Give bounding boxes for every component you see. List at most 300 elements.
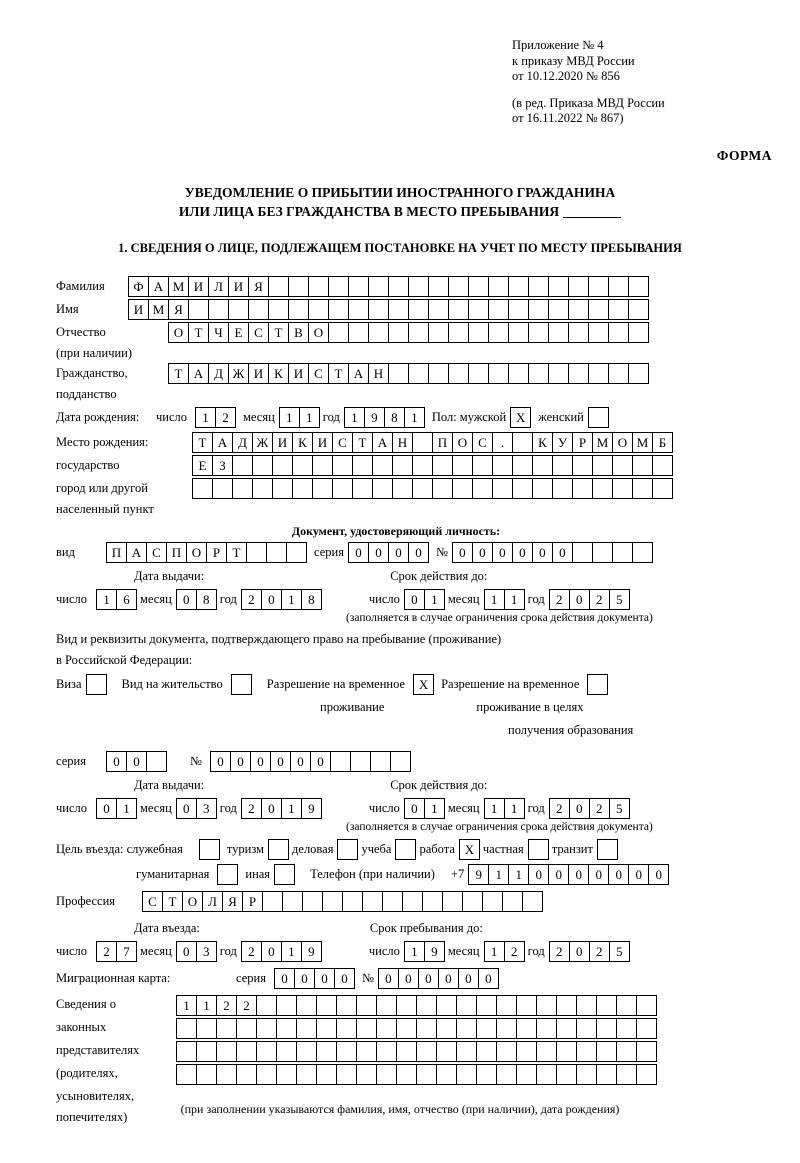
char-cell[interactable]: X: [459, 839, 480, 860]
char-cell[interactable]: [596, 1064, 617, 1085]
char-cell[interactable]: 0: [334, 968, 355, 989]
char-cell[interactable]: [456, 1041, 477, 1062]
char-cell[interactable]: [368, 276, 389, 297]
char-cell[interactable]: [232, 455, 253, 476]
char-cell[interactable]: 1: [281, 798, 302, 819]
char-cell[interactable]: [568, 322, 589, 343]
char-cell[interactable]: [252, 478, 273, 499]
char-cell[interactable]: [508, 299, 529, 320]
legal-rep-boxes-1[interactable]: [176, 995, 656, 1016]
char-cell[interactable]: 0: [388, 542, 409, 563]
char-cell[interactable]: [176, 1064, 197, 1085]
char-cell[interactable]: С: [248, 322, 269, 343]
char-cell[interactable]: 2: [589, 941, 610, 962]
char-cell[interactable]: [636, 1041, 657, 1062]
char-cell[interactable]: [428, 299, 449, 320]
purpose-transit-box[interactable]: [597, 839, 617, 860]
char-cell[interactable]: [552, 455, 573, 476]
char-cell[interactable]: [516, 1041, 537, 1062]
char-cell[interactable]: [362, 891, 383, 912]
char-cell[interactable]: [396, 995, 417, 1016]
char-cell[interactable]: [616, 1064, 637, 1085]
char-cell[interactable]: С: [142, 891, 163, 912]
purpose-private-box[interactable]: [528, 839, 548, 860]
entry-year-boxes[interactable]: [241, 941, 321, 962]
char-cell[interactable]: Н: [368, 363, 389, 384]
char-cell[interactable]: К: [292, 432, 313, 453]
sex-male-box[interactable]: [510, 407, 530, 428]
birth-city-boxes[interactable]: [192, 455, 672, 476]
char-cell[interactable]: [476, 1064, 497, 1085]
char-cell[interactable]: Т: [188, 322, 209, 343]
char-cell[interactable]: [597, 839, 618, 860]
char-cell[interactable]: [268, 299, 289, 320]
char-cell[interactable]: [456, 1064, 477, 1085]
char-cell[interactable]: [516, 1064, 537, 1085]
name-boxes[interactable]: [128, 299, 648, 320]
legal-rep-boxes-4[interactable]: [176, 1064, 656, 1085]
char-cell[interactable]: С: [332, 432, 353, 453]
legal-rep-boxes-2[interactable]: [176, 1018, 656, 1039]
char-cell[interactable]: 0: [290, 751, 311, 772]
char-cell[interactable]: [556, 1041, 577, 1062]
char-cell[interactable]: [496, 995, 517, 1016]
char-cell[interactable]: 1: [504, 589, 525, 610]
birth-day-boxes[interactable]: [195, 407, 235, 428]
char-cell[interactable]: [232, 478, 253, 499]
profession-boxes[interactable]: [142, 891, 542, 912]
char-cell[interactable]: Т: [352, 432, 373, 453]
char-cell[interactable]: [568, 299, 589, 320]
char-cell[interactable]: [336, 995, 357, 1016]
char-cell[interactable]: А: [212, 432, 233, 453]
char-cell[interactable]: [548, 276, 569, 297]
char-cell[interactable]: [368, 299, 389, 320]
char-cell[interactable]: 1: [116, 798, 137, 819]
char-cell[interactable]: [496, 1041, 517, 1062]
char-cell[interactable]: [328, 322, 349, 343]
char-cell[interactable]: [587, 674, 608, 695]
char-cell[interactable]: 0: [569, 589, 590, 610]
char-cell[interactable]: 2: [589, 589, 610, 610]
char-cell[interactable]: О: [612, 432, 633, 453]
char-cell[interactable]: [628, 363, 649, 384]
birth-city-boxes-2[interactable]: [192, 478, 672, 499]
char-cell[interactable]: И: [272, 432, 293, 453]
char-cell[interactable]: [508, 322, 529, 343]
birth-state-boxes[interactable]: [192, 432, 672, 453]
char-cell[interactable]: [356, 995, 377, 1016]
char-cell[interactable]: 7: [116, 941, 137, 962]
char-cell[interactable]: [628, 322, 649, 343]
residence-permit-box[interactable]: [231, 674, 251, 695]
char-cell[interactable]: [396, 1018, 417, 1039]
char-cell[interactable]: 0: [368, 542, 389, 563]
char-cell[interactable]: Р: [242, 891, 263, 912]
char-cell[interactable]: [408, 276, 429, 297]
char-cell[interactable]: [388, 276, 409, 297]
char-cell[interactable]: О: [186, 542, 207, 563]
char-cell[interactable]: [436, 995, 457, 1016]
char-cell[interactable]: [348, 299, 369, 320]
stay-month-boxes[interactable]: [484, 941, 524, 962]
char-cell[interactable]: [396, 1041, 417, 1062]
char-cell[interactable]: [448, 363, 469, 384]
char-cell[interactable]: [536, 1018, 557, 1039]
char-cell[interactable]: [436, 1041, 457, 1062]
char-cell[interactable]: П: [166, 542, 187, 563]
doc-valid-month-boxes[interactable]: [484, 589, 524, 610]
char-cell[interactable]: [266, 542, 287, 563]
purpose-business-box[interactable]: [337, 839, 357, 860]
char-cell[interactable]: [296, 1018, 317, 1039]
char-cell[interactable]: [452, 455, 473, 476]
visa-box[interactable]: [86, 674, 106, 695]
char-cell[interactable]: [296, 1064, 317, 1085]
char-cell[interactable]: [416, 1018, 437, 1039]
perm-valid-day-boxes[interactable]: [404, 798, 444, 819]
char-cell[interactable]: [528, 839, 549, 860]
char-cell[interactable]: [376, 1064, 397, 1085]
char-cell[interactable]: 0: [478, 968, 499, 989]
perm-number-boxes[interactable]: [210, 751, 410, 772]
char-cell[interactable]: 2: [549, 798, 570, 819]
char-cell[interactable]: 5: [609, 941, 630, 962]
char-cell[interactable]: [448, 299, 469, 320]
char-cell[interactable]: [468, 276, 489, 297]
char-cell[interactable]: Ж: [228, 363, 249, 384]
char-cell[interactable]: [216, 1064, 237, 1085]
char-cell[interactable]: [408, 299, 429, 320]
char-cell[interactable]: 9: [424, 941, 445, 962]
char-cell[interactable]: 0: [608, 864, 629, 885]
char-cell[interactable]: [352, 478, 373, 499]
char-cell[interactable]: [556, 995, 577, 1016]
char-cell[interactable]: [616, 995, 637, 1016]
char-cell[interactable]: М: [592, 432, 613, 453]
char-cell[interactable]: [488, 299, 509, 320]
char-cell[interactable]: 0: [348, 542, 369, 563]
char-cell[interactable]: 2: [241, 589, 262, 610]
char-cell[interactable]: [472, 455, 493, 476]
char-cell[interactable]: [208, 299, 229, 320]
char-cell[interactable]: 1: [299, 407, 320, 428]
char-cell[interactable]: [408, 322, 429, 343]
char-cell[interactable]: Н: [392, 432, 413, 453]
char-cell[interactable]: [272, 455, 293, 476]
char-cell[interactable]: М: [148, 299, 169, 320]
char-cell[interactable]: [592, 478, 613, 499]
char-cell[interactable]: [256, 995, 277, 1016]
char-cell[interactable]: [528, 299, 549, 320]
char-cell[interactable]: 2: [549, 941, 570, 962]
char-cell[interactable]: П: [432, 432, 453, 453]
char-cell[interactable]: 0: [492, 542, 513, 563]
perm-series-boxes[interactable]: [106, 751, 166, 772]
char-cell[interactable]: [246, 542, 267, 563]
char-cell[interactable]: 1: [281, 941, 302, 962]
char-cell[interactable]: 0: [106, 751, 127, 772]
char-cell[interactable]: 3: [196, 941, 217, 962]
char-cell[interactable]: [588, 276, 609, 297]
char-cell[interactable]: 2: [216, 995, 237, 1016]
char-cell[interactable]: [548, 363, 569, 384]
sex-female-box[interactable]: [588, 407, 608, 428]
char-cell[interactable]: 0: [548, 864, 569, 885]
char-cell[interactable]: 0: [126, 751, 147, 772]
stay-year-boxes[interactable]: [549, 941, 629, 962]
char-cell[interactable]: 0: [250, 751, 271, 772]
char-cell[interactable]: 0: [261, 941, 282, 962]
char-cell[interactable]: 0: [274, 968, 295, 989]
char-cell[interactable]: [256, 1041, 277, 1062]
char-cell[interactable]: [588, 407, 609, 428]
char-cell[interactable]: 0: [458, 968, 479, 989]
char-cell[interactable]: [428, 363, 449, 384]
char-cell[interactable]: [236, 1064, 257, 1085]
char-cell[interactable]: [448, 322, 469, 343]
char-cell[interactable]: [572, 542, 593, 563]
char-cell[interactable]: [188, 299, 209, 320]
char-cell[interactable]: [596, 995, 617, 1016]
char-cell[interactable]: [432, 478, 453, 499]
char-cell[interactable]: 0: [96, 798, 117, 819]
char-cell[interactable]: [468, 322, 489, 343]
char-cell[interactable]: [288, 299, 309, 320]
doc-issue-year-boxes[interactable]: [241, 589, 321, 610]
char-cell[interactable]: [608, 276, 629, 297]
char-cell[interactable]: [476, 1018, 497, 1039]
char-cell[interactable]: [316, 995, 337, 1016]
char-cell[interactable]: 1: [424, 798, 445, 819]
purpose-service-box[interactable]: [199, 839, 219, 860]
char-cell[interactable]: [396, 1064, 417, 1085]
char-cell[interactable]: [512, 432, 533, 453]
stay-day-boxes[interactable]: [404, 941, 444, 962]
char-cell[interactable]: [416, 1041, 437, 1062]
char-cell[interactable]: И: [288, 363, 309, 384]
char-cell[interactable]: [412, 478, 433, 499]
char-cell[interactable]: Е: [228, 322, 249, 343]
char-cell[interactable]: 0: [569, 941, 590, 962]
char-cell[interactable]: 1: [281, 589, 302, 610]
char-cell[interactable]: [217, 864, 238, 885]
char-cell[interactable]: Я: [222, 891, 243, 912]
char-cell[interactable]: 3: [196, 798, 217, 819]
char-cell[interactable]: 1: [176, 995, 197, 1016]
char-cell[interactable]: М: [168, 276, 189, 297]
char-cell[interactable]: [276, 1018, 297, 1039]
char-cell[interactable]: [588, 363, 609, 384]
char-cell[interactable]: А: [188, 363, 209, 384]
char-cell[interactable]: 0: [404, 798, 425, 819]
char-cell[interactable]: [268, 839, 289, 860]
char-cell[interactable]: К: [532, 432, 553, 453]
char-cell[interactable]: [296, 995, 317, 1016]
char-cell[interactable]: Д: [208, 363, 229, 384]
entry-month-boxes[interactable]: [176, 941, 216, 962]
char-cell[interactable]: [370, 751, 391, 772]
doc-series-boxes[interactable]: [348, 542, 428, 563]
char-cell[interactable]: 1: [195, 407, 216, 428]
char-cell[interactable]: 1: [279, 407, 300, 428]
char-cell[interactable]: [636, 1064, 657, 1085]
char-cell[interactable]: [146, 751, 167, 772]
char-cell[interactable]: [216, 1041, 237, 1062]
char-cell[interactable]: 0: [408, 542, 429, 563]
char-cell[interactable]: [462, 891, 483, 912]
char-cell[interactable]: [176, 1041, 197, 1062]
edu-residence-box[interactable]: [587, 674, 607, 695]
char-cell[interactable]: [348, 322, 369, 343]
char-cell[interactable]: [276, 995, 297, 1016]
mig-series-boxes[interactable]: [274, 968, 354, 989]
char-cell[interactable]: X: [413, 674, 434, 695]
char-cell[interactable]: Я: [248, 276, 269, 297]
char-cell[interactable]: [496, 1018, 517, 1039]
char-cell[interactable]: 1: [344, 407, 365, 428]
char-cell[interactable]: 0: [398, 968, 419, 989]
char-cell[interactable]: Т: [192, 432, 213, 453]
char-cell[interactable]: [422, 891, 443, 912]
char-cell[interactable]: [512, 455, 533, 476]
char-cell[interactable]: 9: [364, 407, 385, 428]
char-cell[interactable]: 0: [378, 968, 399, 989]
perm-issue-month-boxes[interactable]: [176, 798, 216, 819]
char-cell[interactable]: [532, 455, 553, 476]
doc-type-boxes[interactable]: [106, 542, 306, 563]
char-cell[interactable]: [274, 864, 295, 885]
char-cell[interactable]: Д: [232, 432, 253, 453]
char-cell[interactable]: [372, 478, 393, 499]
char-cell[interactable]: Т: [168, 363, 189, 384]
char-cell[interactable]: [476, 1041, 497, 1062]
char-cell[interactable]: 0: [528, 864, 549, 885]
char-cell[interactable]: [316, 1064, 337, 1085]
char-cell[interactable]: [632, 542, 653, 563]
char-cell[interactable]: [316, 1041, 337, 1062]
char-cell[interactable]: [636, 1018, 657, 1039]
char-cell[interactable]: У: [552, 432, 573, 453]
char-cell[interactable]: Е: [192, 455, 213, 476]
char-cell[interactable]: [596, 1018, 617, 1039]
char-cell[interactable]: [492, 455, 513, 476]
char-cell[interactable]: 1: [508, 864, 529, 885]
phone-boxes[interactable]: [468, 864, 668, 885]
char-cell[interactable]: [288, 276, 309, 297]
char-cell[interactable]: [468, 363, 489, 384]
char-cell[interactable]: [488, 363, 509, 384]
char-cell[interactable]: [576, 1018, 597, 1039]
doc-valid-year-boxes[interactable]: [549, 589, 629, 610]
doc-issue-month-boxes[interactable]: [176, 589, 216, 610]
char-cell[interactable]: [196, 1041, 217, 1062]
char-cell[interactable]: [616, 1041, 637, 1062]
char-cell[interactable]: 8: [196, 589, 217, 610]
char-cell[interactable]: [376, 995, 397, 1016]
char-cell[interactable]: [482, 891, 503, 912]
char-cell[interactable]: 1: [404, 407, 425, 428]
birth-month-boxes[interactable]: [279, 407, 319, 428]
char-cell[interactable]: Т: [268, 322, 289, 343]
char-cell[interactable]: А: [126, 542, 147, 563]
char-cell[interactable]: [308, 299, 329, 320]
char-cell[interactable]: 2: [241, 798, 262, 819]
doc-number-boxes[interactable]: [452, 542, 652, 563]
char-cell[interactable]: 5: [609, 589, 630, 610]
char-cell[interactable]: [336, 1018, 357, 1039]
char-cell[interactable]: [392, 478, 413, 499]
char-cell[interactable]: [536, 995, 557, 1016]
char-cell[interactable]: [196, 1018, 217, 1039]
char-cell[interactable]: Ч: [208, 322, 229, 343]
char-cell[interactable]: [395, 839, 416, 860]
char-cell[interactable]: [352, 455, 373, 476]
char-cell[interactable]: [388, 322, 409, 343]
char-cell[interactable]: А: [148, 276, 169, 297]
char-cell[interactable]: В: [288, 322, 309, 343]
char-cell[interactable]: [516, 995, 537, 1016]
char-cell[interactable]: [572, 478, 593, 499]
char-cell[interactable]: [86, 674, 107, 695]
doc-issue-day-boxes[interactable]: [96, 589, 136, 610]
char-cell[interactable]: [392, 455, 413, 476]
char-cell[interactable]: [556, 1018, 577, 1039]
char-cell[interactable]: К: [268, 363, 289, 384]
citizenship-boxes[interactable]: [168, 363, 648, 384]
char-cell[interactable]: 2: [215, 407, 236, 428]
char-cell[interactable]: [282, 891, 303, 912]
char-cell[interactable]: [508, 363, 529, 384]
legal-rep-boxes-3[interactable]: [176, 1041, 656, 1062]
char-cell[interactable]: [412, 455, 433, 476]
char-cell[interactable]: [436, 1064, 457, 1085]
char-cell[interactable]: 0: [472, 542, 493, 563]
char-cell[interactable]: [231, 674, 252, 695]
char-cell[interactable]: [608, 322, 629, 343]
char-cell[interactable]: [548, 322, 569, 343]
char-cell[interactable]: 2: [504, 941, 525, 962]
char-cell[interactable]: 1: [96, 589, 117, 610]
char-cell[interactable]: 0: [314, 968, 335, 989]
char-cell[interactable]: [612, 542, 633, 563]
char-cell[interactable]: 5: [609, 798, 630, 819]
char-cell[interactable]: [286, 542, 307, 563]
char-cell[interactable]: 0: [261, 798, 282, 819]
char-cell[interactable]: 2: [549, 589, 570, 610]
char-cell[interactable]: 1: [504, 798, 525, 819]
char-cell[interactable]: Ф: [128, 276, 149, 297]
char-cell[interactable]: [292, 478, 313, 499]
char-cell[interactable]: [336, 1041, 357, 1062]
purpose-humanitarian-box[interactable]: [217, 864, 237, 885]
char-cell[interactable]: [628, 299, 649, 320]
char-cell[interactable]: [388, 299, 409, 320]
char-cell[interactable]: [428, 276, 449, 297]
surname-boxes[interactable]: [128, 276, 648, 297]
char-cell[interactable]: [568, 276, 589, 297]
char-cell[interactable]: [502, 891, 523, 912]
char-cell[interactable]: Т: [162, 891, 183, 912]
char-cell[interactable]: Р: [572, 432, 593, 453]
char-cell[interactable]: 0: [176, 589, 197, 610]
char-cell[interactable]: [332, 455, 353, 476]
char-cell[interactable]: [456, 1018, 477, 1039]
char-cell[interactable]: [492, 478, 513, 499]
char-cell[interactable]: [328, 299, 349, 320]
char-cell[interactable]: 2: [236, 995, 257, 1016]
char-cell[interactable]: [356, 1041, 377, 1062]
